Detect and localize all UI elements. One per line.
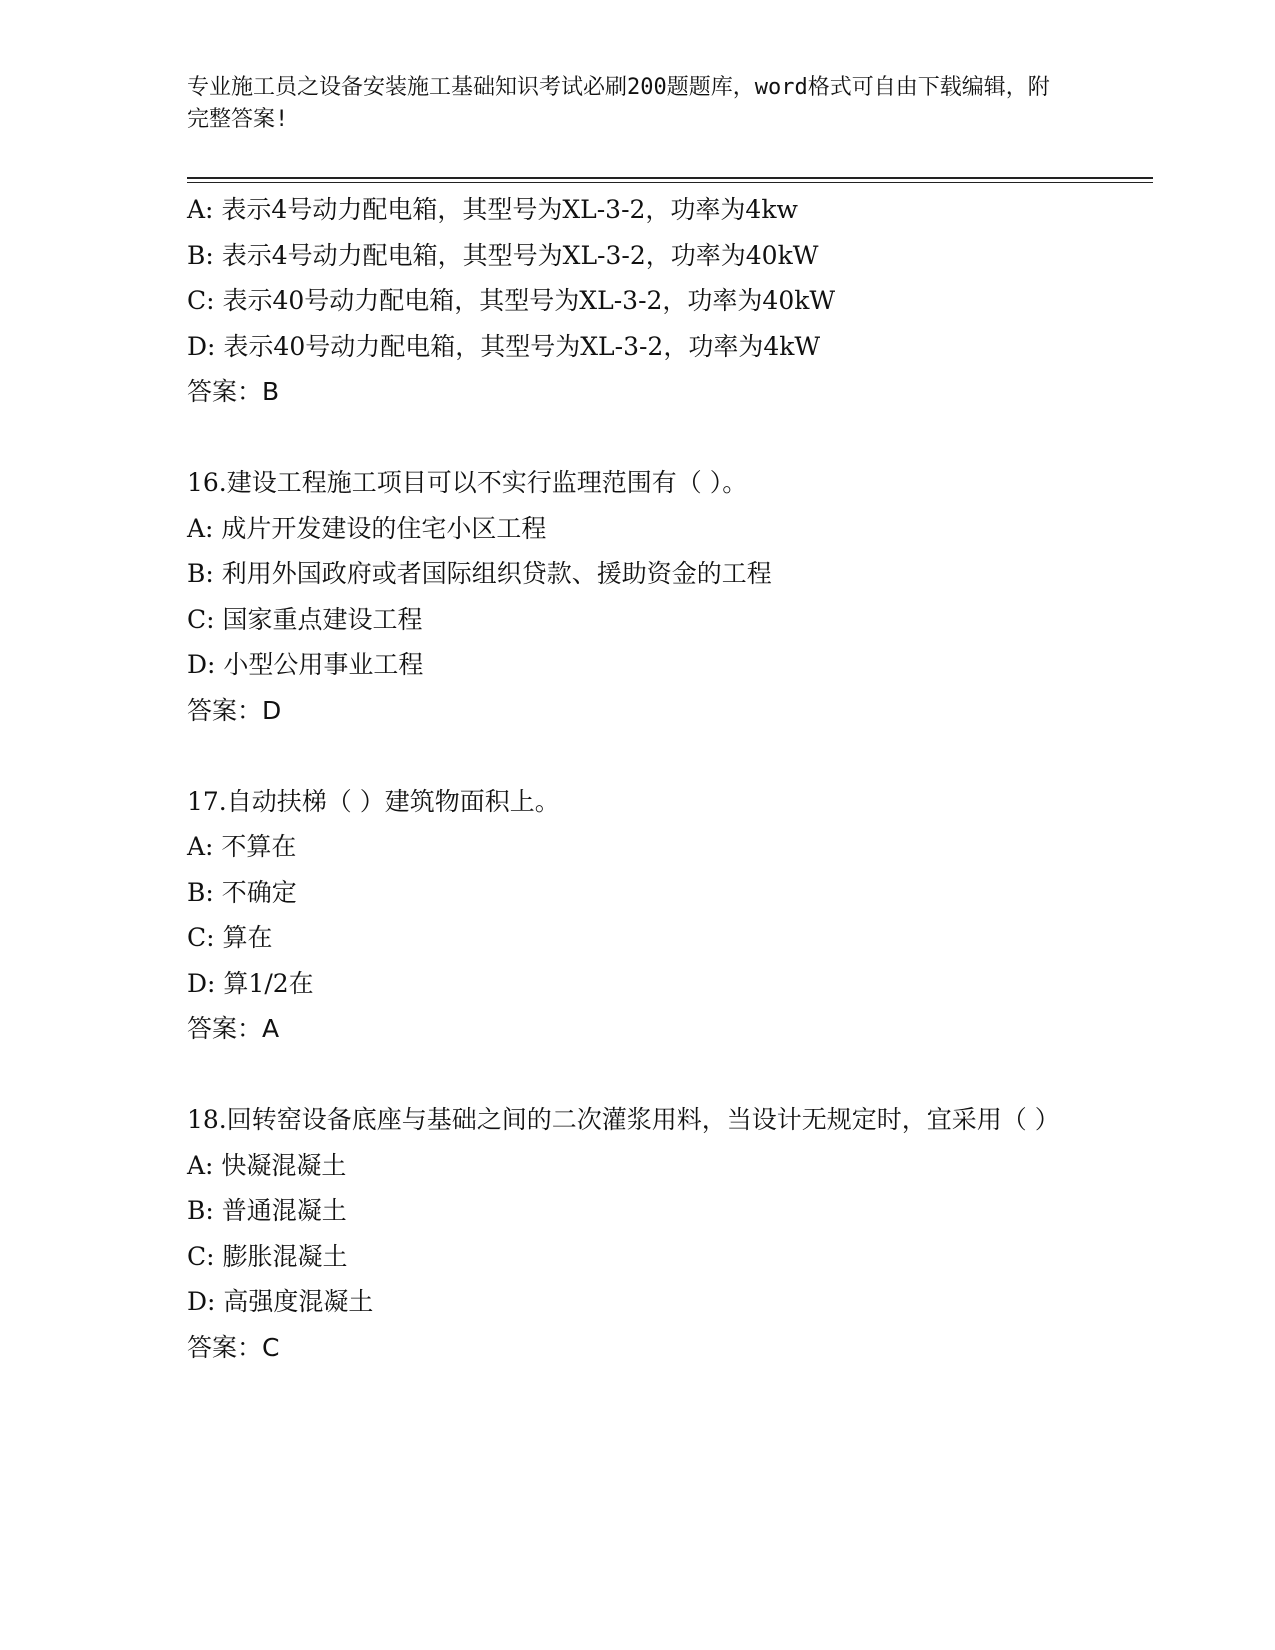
question-stem: 16.建设工程施工项目可以不实行监理范围有（ ）。 — [187, 468, 748, 497]
question-stem: 17.自动扶梯（ ）建筑物面积上。 — [187, 786, 560, 816]
question-stem: 18.回转窑设备底座与基础之间的二次灌浆用料，当设计无规定时，宜采用（ ） — [187, 1105, 1060, 1134]
answer-line: 答案：D — [187, 695, 282, 725]
header-divider-thin — [187, 182, 1153, 183]
document-header-title: 专业施工员之设备安装施工基础知识考试必刷200题题库，word格式可自由下载编辑，附完整答案! — [187, 75, 1050, 132]
spacer — [187, 415, 1153, 461]
option-b: B: 不确定 — [187, 877, 297, 907]
option-c: C: 算在 — [187, 923, 273, 952]
answer-line: 答案：B — [187, 377, 280, 406]
option-b: B: 表示4号动力配电箱，其型号为XL-3-2，功率为40kW — [187, 240, 819, 270]
option-b: B: 普通混凝土 — [187, 1196, 347, 1225]
option-c: C: 表示40号动力配电箱，其型号为XL-3-2，功率为40kW — [187, 286, 836, 315]
option-c: C: 膨胀混凝土 — [187, 1241, 348, 1271]
question-block-partial — [187, 187, 1153, 415]
option-a: A: 成片开发建设的住宅小区工程 — [187, 513, 547, 543]
option-b: B: 利用外国政府或者国际组织贷款、援助资金的工程 — [187, 559, 772, 588]
answer-line: 答案：C — [187, 1332, 280, 1362]
spacer — [187, 733, 1153, 779]
question-block-16 — [187, 460, 1153, 733]
question-list — [187, 187, 1153, 1370]
option-a: A: 表示4号动力配电箱，其型号为XL-3-2，功率为4kw — [187, 195, 798, 224]
header-divider-thick — [187, 177, 1153, 179]
option-d: D: 小型公用事业工程 — [187, 650, 424, 679]
question-block-17 — [187, 779, 1153, 1052]
option-d: D: 算1/2在 — [187, 968, 314, 998]
option-a: A: 快凝混凝土 — [187, 1150, 347, 1180]
option-d: D: 表示40号动力配电箱，其型号为XL-3-2，功率为4kW — [187, 331, 821, 361]
option-d: D: 高强度混凝土 — [187, 1287, 374, 1316]
answer-line: 答案：A — [187, 1014, 280, 1043]
spacer — [187, 1052, 1153, 1098]
option-a: A: 不算在 — [187, 832, 297, 861]
option-c: C: 国家重点建设工程 — [187, 604, 423, 634]
question-block-18 — [187, 1097, 1153, 1370]
